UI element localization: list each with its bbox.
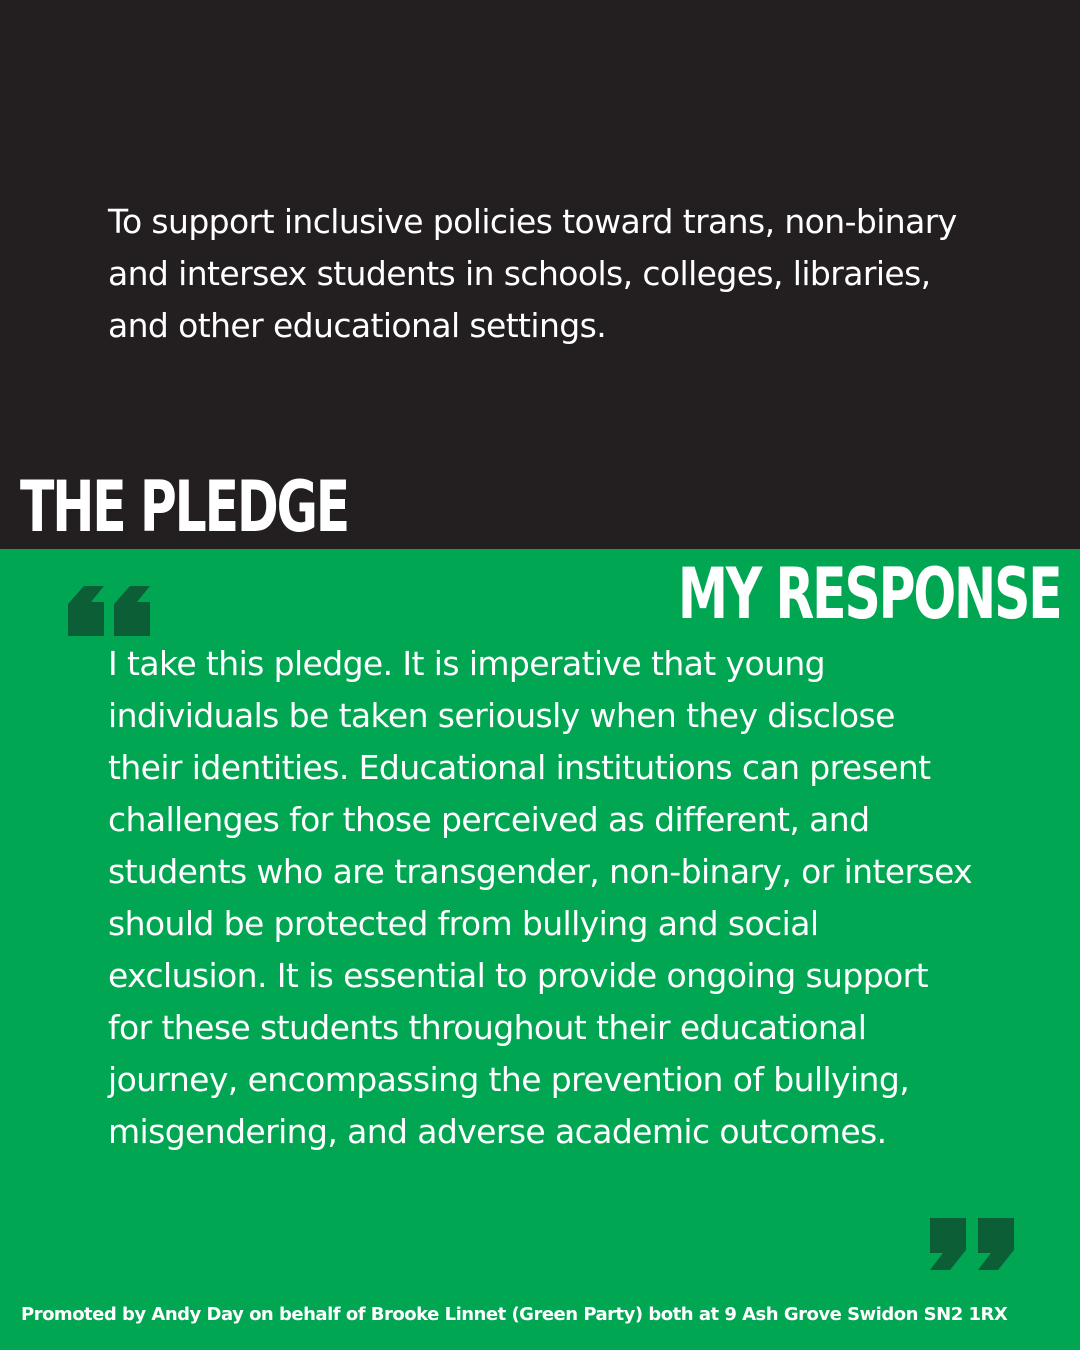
response-text: I take this pledge. It is imperative that young individuals be taken seriously when they disclose their identities. Educational institutions can present challenges for those perceived as different, and students who are transgender, non-binary, or intersex should be protected from bullying and social exclusion. It is essential to provide ongoing support for these students throughout their educational journey, encompassing the prevention of bullying, misgendering, and adverse academic outcomes. — [108, 644, 973, 1151]
pledge-heading: THE PLEDGE — [20, 466, 349, 548]
opening-quote-icon — [68, 586, 150, 636]
pledge-statement: To support inclusive policies toward trans, non-binary and intersex students in schools, colleges, libraries, and other educational settings. — [108, 202, 957, 345]
response-heading: MY RESPONSE — [677, 553, 1060, 635]
pledge-panel — [0, 0, 1080, 549]
closing-quote-icon — [930, 1218, 1014, 1270]
promoter-imprint: Promoted by Andy Day on behalf of Brooke Linnet (Green Party) both at 9 Ash Grove Swidon SN2 1RX — [21, 1304, 1008, 1325]
